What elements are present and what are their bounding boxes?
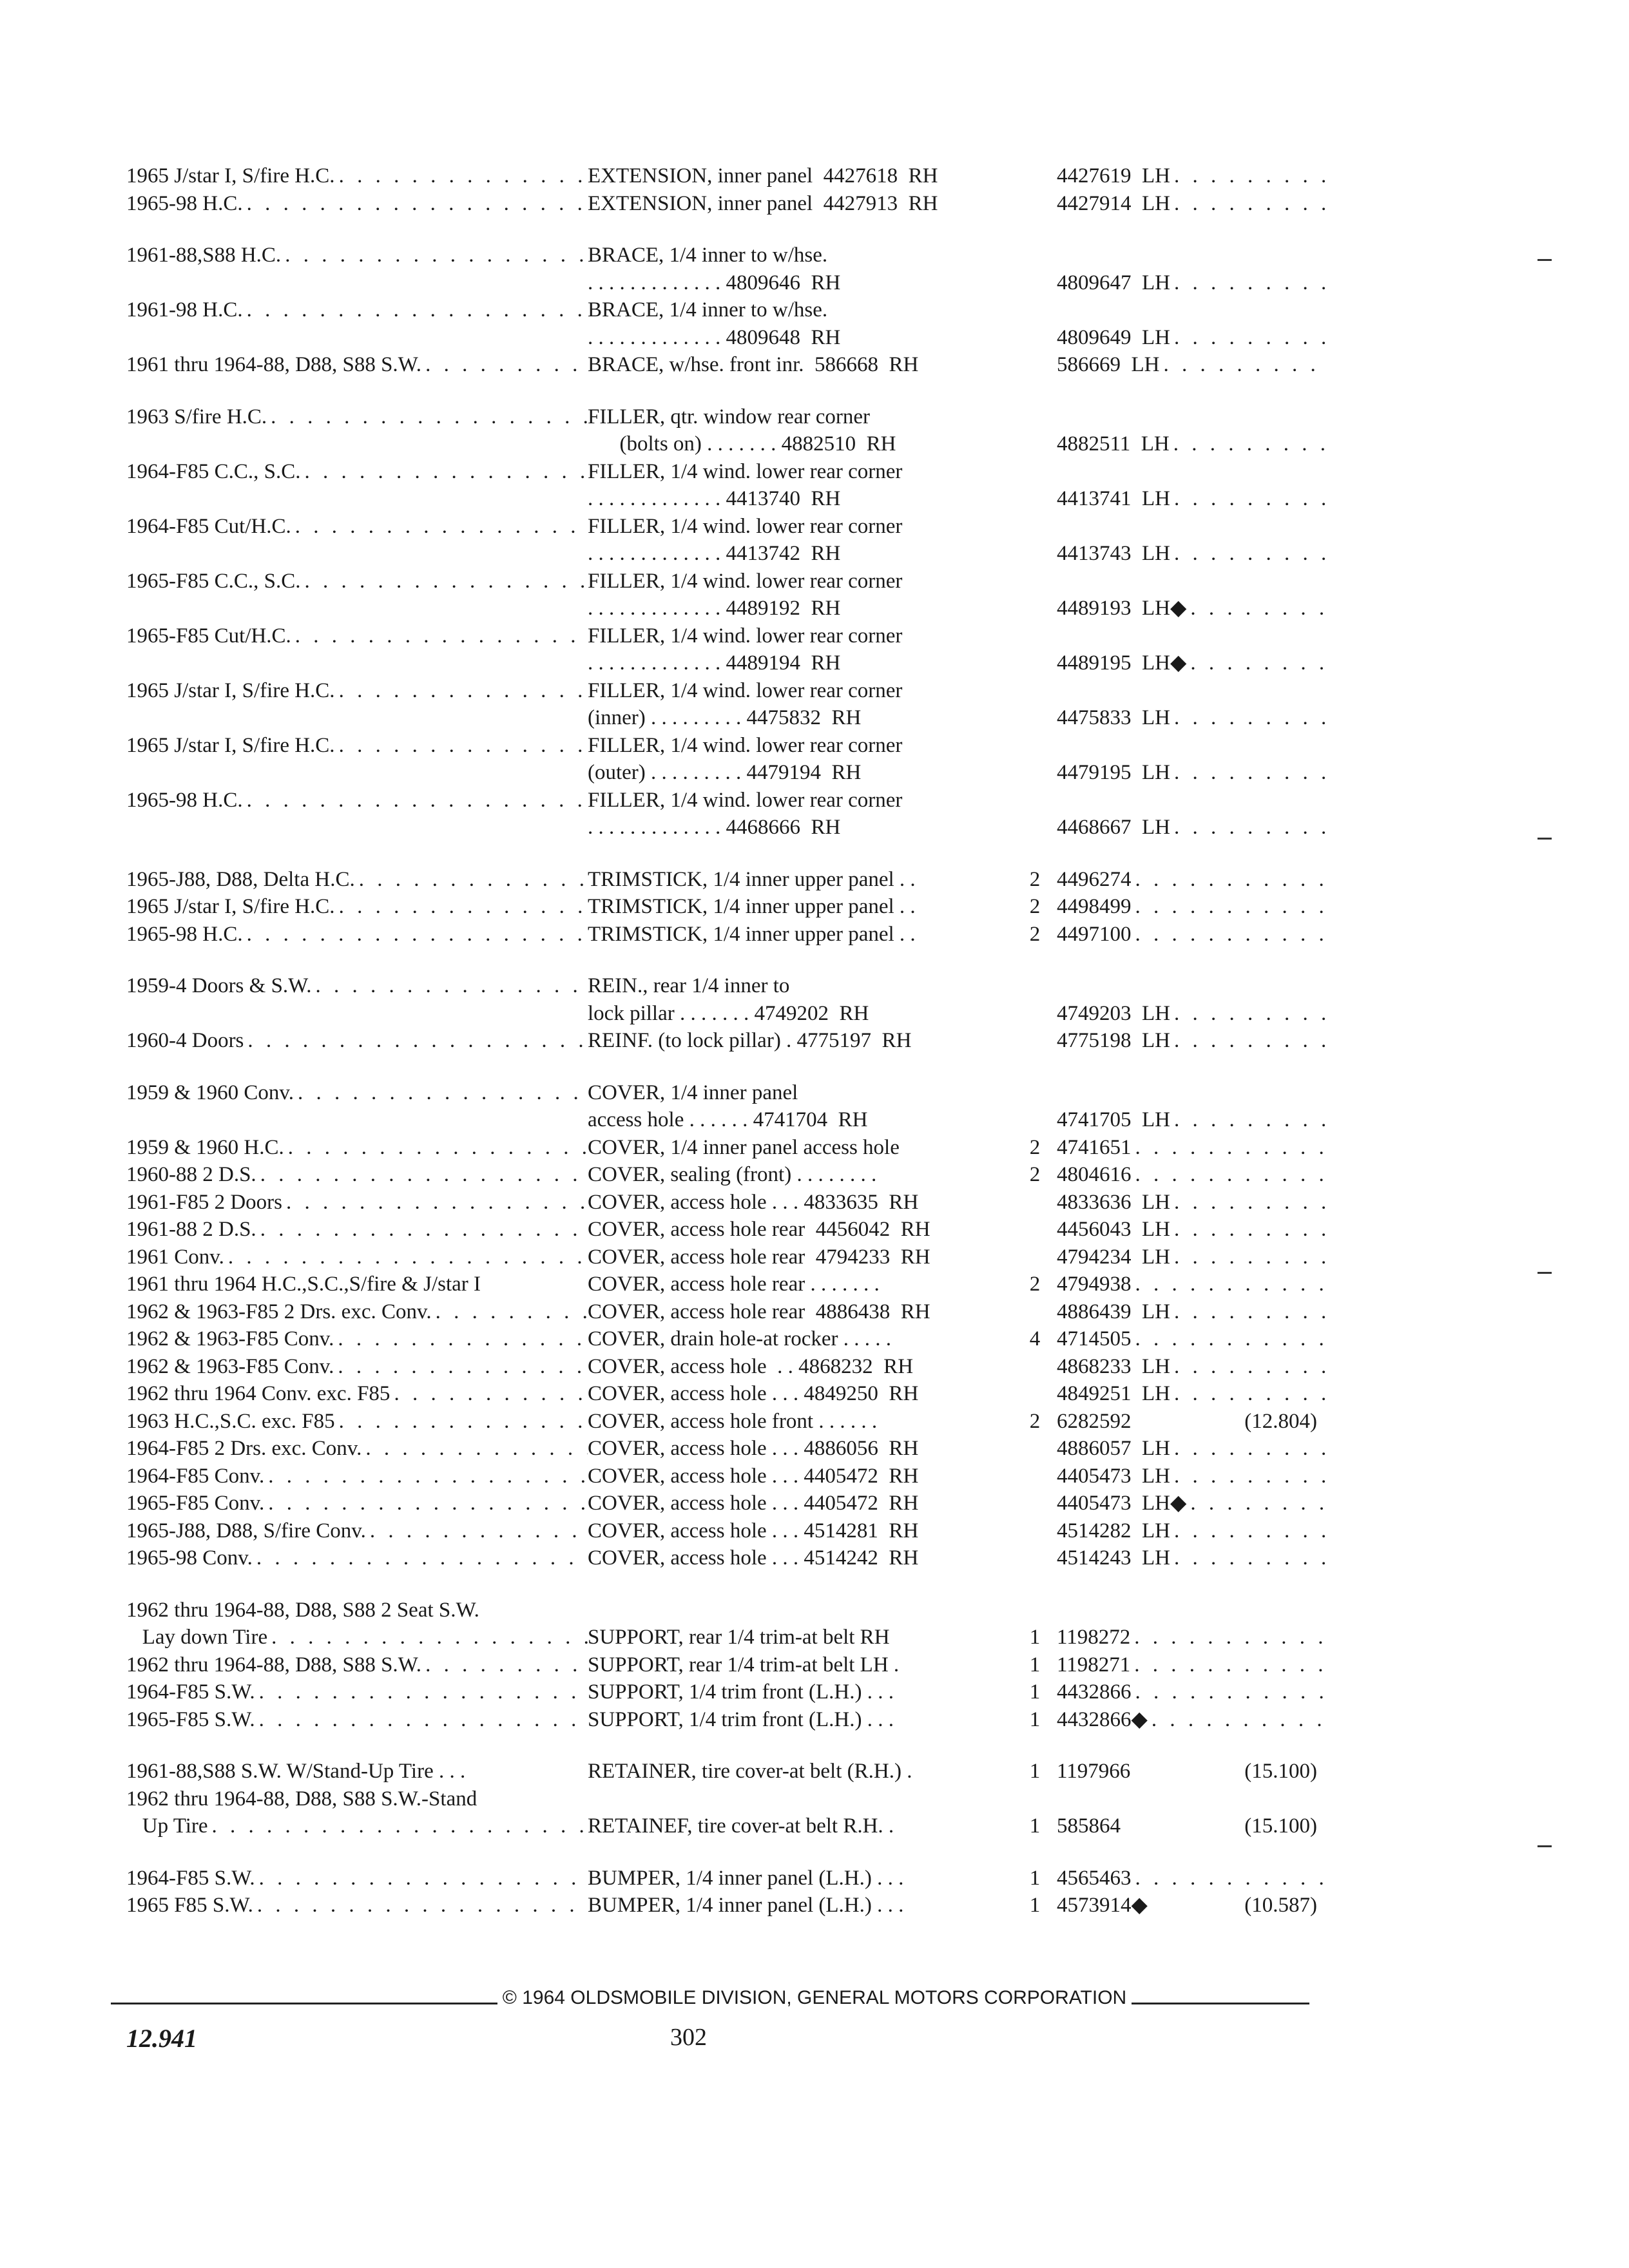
part-number: 4804616 . . . <box>1057 1161 1325 1189</box>
part-description: . . . . . . . . . . . . . 4809648 RH <box>588 325 841 349</box>
application: 1965-F85 Conv. . . . <box>126 1490 588 1517</box>
application: 1965-98 Conv. . . . <box>126 1544 588 1572</box>
part-description: SUPPORT, rear 1/4 trim-at belt RH <box>588 1626 890 1649</box>
part-number: 4427914 LH . . . <box>1057 190 1325 218</box>
part-number: 4809647 LH . . . <box>1057 269 1325 297</box>
quantity: 2 <box>1029 1273 1041 1296</box>
part-description: COVER, access hole . . 4868232 RH <box>588 1354 914 1378</box>
quantity: 1 <box>1029 1894 1041 1917</box>
part-row <box>126 1651 1325 1679</box>
part-number: 4775198 LH . . . <box>1057 1027 1325 1055</box>
part-number: 4714505 . . . <box>1057 1325 1325 1353</box>
part-description: lock pillar . . . . . . . 4749202 RH <box>588 1001 869 1025</box>
application: 1963 H.C.,S.C. exc. F85 . . . <box>126 1408 588 1436</box>
part-row <box>126 1490 1325 1517</box>
part-description: EXTENSION, inner panel 4427913 RH <box>588 191 938 215</box>
part-description: TRIMSTICK, 1/4 inner upper panel . . <box>588 922 916 946</box>
part-row <box>126 595 1325 622</box>
application: 1961 thru 1964-88, D88, S88 S.W. . . . <box>126 351 588 379</box>
part-number: 1198272 . . . <box>1057 1624 1325 1651</box>
application: 1964-F85 C.C., S.C. . . . <box>126 458 588 486</box>
part-description: EXTENSION, inner panel 4427618 RH <box>588 164 938 187</box>
application: 1962 & 1963-F85 Conv. . . . <box>126 1353 588 1381</box>
part-row <box>126 190 1325 218</box>
part-description: FILLER, 1/4 wind. lower rear corner <box>588 678 903 702</box>
part-description: (inner) . . . . . . . . . 4475832 RH <box>588 706 862 729</box>
part-row <box>126 1000 1325 1028</box>
quantity: 1 <box>1029 1760 1041 1783</box>
part-row <box>126 1027 1325 1055</box>
quantity: 1 <box>1029 1707 1041 1731</box>
part-row <box>126 677 1325 705</box>
part-number: 4741705 LH . . . <box>1057 1106 1325 1134</box>
part-row <box>126 1079 1325 1107</box>
part-number: 4468667 LH . . . <box>1057 814 1325 841</box>
part-row <box>126 242 1325 269</box>
parts-group <box>126 162 1325 217</box>
part-row <box>126 972 1325 1000</box>
quantity: 1 <box>1029 1653 1041 1677</box>
part-description: REINF. (to lock pillar) . 4775197 RH <box>588 1029 912 1052</box>
part-number: 586669 LH . . . <box>1057 351 1325 379</box>
application: 1960-88 2 D.S. . . . <box>126 1161 588 1189</box>
part-description: COVER, access hole . . . 4514242 RH <box>588 1546 919 1570</box>
part-number: 4849251 LH . . . <box>1057 1380 1325 1408</box>
application: 1961-98 H.C. . . . <box>126 296 588 324</box>
application: 1965 F85 S.W. . . . <box>126 1892 588 1919</box>
part-number: 4573914◆ (10.587) <box>1057 1892 1325 1919</box>
part-row <box>126 759 1325 787</box>
part-number: 4489193 LH◆ . . . <box>1057 595 1325 622</box>
part-description: . . . . . . . . . . . . . 4489192 RH <box>588 597 841 620</box>
part-description: FILLER, 1/4 wind. lower rear corner <box>588 569 903 593</box>
application: 1961-88 2 D.S. . . . <box>126 1216 588 1244</box>
application: 1962 thru 1964-88, D88, S88 2 Seat S.W. <box>126 1598 479 1622</box>
part-description: FILLER, 1/4 wind. lower rear corner <box>588 733 903 757</box>
part-description: COVER, 1/4 inner panel access hole <box>588 1135 900 1159</box>
application: 1962 & 1963-F85 2 Drs. exc. Conv. . . . <box>126 1298 588 1326</box>
parts-group <box>126 1865 1325 1919</box>
application: 1965-J88, D88, S/fire Conv. . . . <box>126 1517 588 1545</box>
part-row <box>126 1325 1325 1353</box>
part-number: 4496274 . . . <box>1057 866 1325 894</box>
part-description: BRACE, w/hse. front inr. 586668 RH <box>588 353 919 376</box>
part-number: 4809649 LH . . . <box>1057 324 1325 352</box>
application: Lay down Tire . . . <box>126 1624 588 1651</box>
part-description: COVER, access hole . . . 4514281 RH <box>588 1519 919 1542</box>
part-row <box>126 1597 1325 1624</box>
application: 1965-98 H.C. . . . <box>126 921 588 948</box>
quantity: 4 <box>1029 1327 1041 1350</box>
part-row <box>126 568 1325 595</box>
part-row <box>126 540 1325 568</box>
part-description: COVER, access hole rear 4794233 RH <box>588 1245 930 1269</box>
part-number: 1197966 (15.100) <box>1057 1758 1325 1785</box>
part-number: 4432866◆ . . . <box>1057 1706 1325 1734</box>
part-row <box>126 814 1325 841</box>
application: 1964-F85 2 Drs. exc. Conv. . . . <box>126 1435 588 1463</box>
parts-group <box>126 866 1325 948</box>
application: 1965 J/star I, S/fire H.C. . . . <box>126 893 588 921</box>
part-description: COVER, access hole . . . 4886056 RH <box>588 1437 919 1460</box>
part-number: 4432866 . . . <box>1057 1678 1325 1706</box>
part-description: COVER, access hole . . . 4405472 RH <box>588 1492 919 1515</box>
parts-group <box>126 242 1325 379</box>
quantity: 1 <box>1029 1866 1041 1890</box>
part-number: 4405473 LH . . . <box>1057 1463 1325 1490</box>
part-description: (outer) . . . . . . . . . 4479194 RH <box>588 761 862 784</box>
application: 1965-F85 C.C., S.C. . . . <box>126 568 588 595</box>
application: 1965 J/star I, S/fire H.C. . . . <box>126 732 588 760</box>
application: 1962 & 1963-F85 Conv. . . . <box>126 1325 588 1353</box>
quantity: 2 <box>1029 895 1041 918</box>
part-description: BUMPER, 1/4 inner panel (L.H.) . . . <box>588 1894 904 1917</box>
part-number: 4427619 LH . . . <box>1057 162 1325 190</box>
part-row <box>126 458 1325 486</box>
application: 1960-4 Doors . . . <box>126 1027 588 1055</box>
part-description: COVER, access hole front . . . . . . <box>588 1409 878 1433</box>
parts-group <box>126 1758 1325 1840</box>
quantity: 2 <box>1029 922 1041 946</box>
application: 1965 J/star I, S/fire H.C. . . . <box>126 162 588 190</box>
part-row <box>126 1892 1325 1919</box>
part-description: RETAINEF, tire cover-at belt R.H. . <box>588 1814 894 1838</box>
part-row <box>126 1106 1325 1134</box>
part-description: BRACE, 1/4 inner to w/hse. <box>588 298 828 322</box>
part-row <box>126 1189 1325 1216</box>
part-row <box>126 1216 1325 1244</box>
quantity: 1 <box>1029 1626 1041 1649</box>
part-description: FILLER, 1/4 wind. lower rear corner <box>588 514 903 538</box>
application: 1964-F85 Cut/H.C. . . . <box>126 513 588 541</box>
application: 1965-98 H.C. . . . <box>126 787 588 814</box>
part-row <box>126 787 1325 814</box>
quantity: 1 <box>1029 1814 1041 1838</box>
part-description: COVER, sealing (front) . . . . . . . . <box>588 1163 877 1186</box>
group-reference: (12.804) <box>1244 1409 1317 1433</box>
part-number: 4886439 LH . . . <box>1057 1298 1325 1326</box>
part-row <box>126 1706 1325 1734</box>
parts-list <box>126 162 1325 1944</box>
parts-group <box>126 403 1325 841</box>
part-description: COVER, access hole . . . 4405472 RH <box>588 1464 919 1488</box>
part-description: access hole . . . . . . 4741704 RH <box>588 1108 868 1131</box>
part-number: 4475833 LH . . . <box>1057 704 1325 732</box>
quantity: 2 <box>1029 1163 1041 1186</box>
part-row <box>126 269 1325 297</box>
application: 1965-98 H.C. . . . <box>126 190 588 218</box>
application: 1965-F85 S.W. . . . <box>126 1706 588 1734</box>
part-number: 4413743 LH . . . <box>1057 540 1325 568</box>
part-description: FILLER, 1/4 wind. lower rear corner <box>588 788 903 812</box>
part-description: . . . . . . . . . . . . . 4413740 RH <box>588 487 841 510</box>
part-number: 4741651 . . . <box>1057 1134 1325 1162</box>
part-row <box>126 403 1325 431</box>
part-number: 4497100 . . . <box>1057 921 1325 948</box>
page-code: 12.941 <box>126 2024 197 2053</box>
part-description: RETAINER, tire cover-at belt (R.H.) . <box>588 1760 912 1783</box>
part-number: 1198271 . . . <box>1057 1651 1325 1679</box>
application: 1965 J/star I, S/fire H.C. . . . <box>126 677 588 705</box>
part-number: 6282592 (12.804) <box>1057 1408 1325 1436</box>
part-description: COVER, access hole rear 4456042 RH <box>588 1218 930 1241</box>
application: 1961 thru 1964 H.C.,S.C.,S/fire & J/star I <box>126 1273 481 1296</box>
part-row <box>126 430 1325 458</box>
application: Up Tire . . . <box>126 1812 588 1840</box>
part-description: TRIMSTICK, 1/4 inner upper panel . . <box>588 895 916 918</box>
parts-group <box>126 972 1325 1055</box>
part-description: REIN., rear 1/4 inner to <box>588 974 790 997</box>
part-number: 4565463 . . . <box>1057 1865 1325 1892</box>
application: 1965-J88, D88, Delta H.C. . . . <box>126 866 588 894</box>
part-row <box>126 1161 1325 1189</box>
part-number: 4882511 LH . . . <box>1057 430 1325 458</box>
part-row <box>126 1271 1325 1298</box>
application: 1959 & 1960 Conv. . . . <box>126 1079 588 1107</box>
part-row <box>126 866 1325 894</box>
part-row <box>126 1544 1325 1572</box>
part-number: 4479195 LH . . . <box>1057 759 1325 787</box>
part-row <box>126 921 1325 948</box>
part-number: 4794234 LH . . . <box>1057 1244 1325 1271</box>
part-description: TRIMSTICK, 1/4 inner upper panel . . <box>588 867 916 891</box>
part-number: 585864 (15.100) <box>1057 1812 1325 1840</box>
part-row <box>126 1244 1325 1271</box>
quantity: 2 <box>1029 867 1041 891</box>
part-row <box>126 1435 1325 1463</box>
application: 1962 thru 1964-88, D88, S88 S.W. . . . <box>126 1651 588 1679</box>
group-reference: (10.587) <box>1244 1894 1317 1917</box>
part-row <box>126 324 1325 352</box>
part-row <box>126 1758 1325 1785</box>
part-row <box>126 704 1325 732</box>
part-row <box>126 1624 1325 1651</box>
application: 1964-F85 S.W. . . . <box>126 1865 588 1892</box>
part-row <box>126 1785 1325 1813</box>
application: 1961-F85 2 Doors . . . <box>126 1189 588 1216</box>
part-description: COVER, access hole rear . . . . . . . <box>588 1273 880 1296</box>
copyright: © 1964 OLDSMOBILE DIVISION, GENERAL MOTORS CORPORATION <box>0 1987 1629 2009</box>
application: 1962 thru 1964-88, D88, S88 S.W.-Stand <box>126 1787 477 1811</box>
part-number: 4794938 . . . <box>1057 1271 1325 1298</box>
part-description: FILLER, 1/4 wind. lower rear corner <box>588 459 903 483</box>
part-row <box>126 296 1325 324</box>
part-description: COVER, drain hole-at rocker . . . . . <box>588 1327 892 1350</box>
part-description: (bolts on) . . . . . . . 4882510 RH <box>588 432 896 456</box>
part-number: 4833636 LH . . . <box>1057 1189 1325 1216</box>
part-row <box>126 351 1325 379</box>
part-number: 4886057 LH . . . <box>1057 1435 1325 1463</box>
quantity: 2 <box>1029 1135 1041 1159</box>
part-description: . . . . . . . . . . . . . 4809646 RH <box>588 271 841 294</box>
part-number: 4456043 LH . . . <box>1057 1216 1325 1244</box>
part-number: 4489195 LH◆ . . . <box>1057 649 1325 677</box>
parts-group <box>126 1079 1325 1572</box>
part-description: BUMPER, 1/4 inner panel (L.H.) . . . <box>588 1866 904 1890</box>
group-reference: (15.100) <box>1244 1760 1317 1783</box>
part-description: FILLER, qtr. window rear corner <box>588 405 871 428</box>
part-description: SUPPORT, rear 1/4 trim-at belt LH . <box>588 1653 900 1677</box>
part-row <box>126 1380 1325 1408</box>
application: 1959 & 1960 H.C. . . . <box>126 1134 588 1162</box>
part-row <box>126 1353 1325 1381</box>
part-row <box>126 1678 1325 1706</box>
part-number: 4749203 LH . . . <box>1057 1000 1325 1028</box>
part-row <box>126 622 1325 650</box>
part-row <box>126 1517 1325 1545</box>
part-description: COVER, access hole . . . 4833635 RH <box>588 1190 919 1214</box>
part-description: . . . . . . . . . . . . . 4489194 RH <box>588 651 841 675</box>
application: 1964-F85 S.W. . . . <box>126 1678 588 1706</box>
part-number: 4514243 LH . . . <box>1057 1544 1325 1572</box>
page-number: 302 <box>670 2024 707 2051</box>
parts-group <box>126 1597 1325 1734</box>
margin-mark <box>1537 259 1552 261</box>
group-reference: (15.100) <box>1244 1814 1317 1838</box>
part-number: 4413741 LH . . . <box>1057 485 1325 513</box>
part-row <box>126 893 1325 921</box>
quantity: 2 <box>1029 1409 1041 1433</box>
part-description: BRACE, 1/4 inner to w/hse. <box>588 244 828 267</box>
application: 1961-88,S88 S.W. W/Stand-Up Tire . . . <box>126 1760 466 1783</box>
part-number: 4868233 LH . . . <box>1057 1353 1325 1381</box>
application: 1959-4 Doors & S.W. . . . <box>126 972 588 1000</box>
part-row <box>126 1298 1325 1326</box>
part-row <box>126 1408 1325 1436</box>
part-row <box>126 1865 1325 1892</box>
part-row <box>126 513 1325 541</box>
part-description: . . . . . . . . . . . . . 4468666 RH <box>588 816 841 839</box>
part-description: COVER, 1/4 inner panel <box>588 1081 798 1104</box>
part-row <box>126 485 1325 513</box>
part-row <box>126 1134 1325 1162</box>
part-number: 4514282 LH . . . <box>1057 1517 1325 1545</box>
part-row <box>126 649 1325 677</box>
part-row <box>126 162 1325 190</box>
margin-mark <box>1537 1272 1552 1274</box>
margin-mark <box>1537 1845 1552 1847</box>
part-number: 4498499 . . . <box>1057 893 1325 921</box>
part-description: FILLER, 1/4 wind. lower rear corner <box>588 624 903 648</box>
part-description: SUPPORT, 1/4 trim front (L.H.) . . . <box>588 1680 894 1704</box>
part-row <box>126 1812 1325 1840</box>
application: 1961 Conv. . . . <box>126 1244 588 1271</box>
margin-mark <box>1537 838 1552 840</box>
part-description: . . . . . . . . . . . . . 4413742 RH <box>588 542 841 565</box>
part-description: COVER, access hole . . . 4849250 RH <box>588 1382 919 1405</box>
part-description: COVER, access hole rear 4886438 RH <box>588 1300 930 1323</box>
part-row <box>126 732 1325 760</box>
part-number: 4405473 LH◆ . . . <box>1057 1490 1325 1517</box>
application: 1964-F85 Conv. . . . <box>126 1463 588 1490</box>
quantity: 1 <box>1029 1680 1041 1704</box>
application: 1961-88,S88 H.C. . . . <box>126 242 588 269</box>
application: 1965-F85 Cut/H.C. . . . <box>126 622 588 650</box>
application: 1963 S/fire H.C. . . . <box>126 403 588 431</box>
application: 1962 thru 1964 Conv. exc. F85 . . . <box>126 1380 588 1408</box>
part-description: SUPPORT, 1/4 trim front (L.H.) . . . <box>588 1707 894 1731</box>
part-row <box>126 1463 1325 1490</box>
